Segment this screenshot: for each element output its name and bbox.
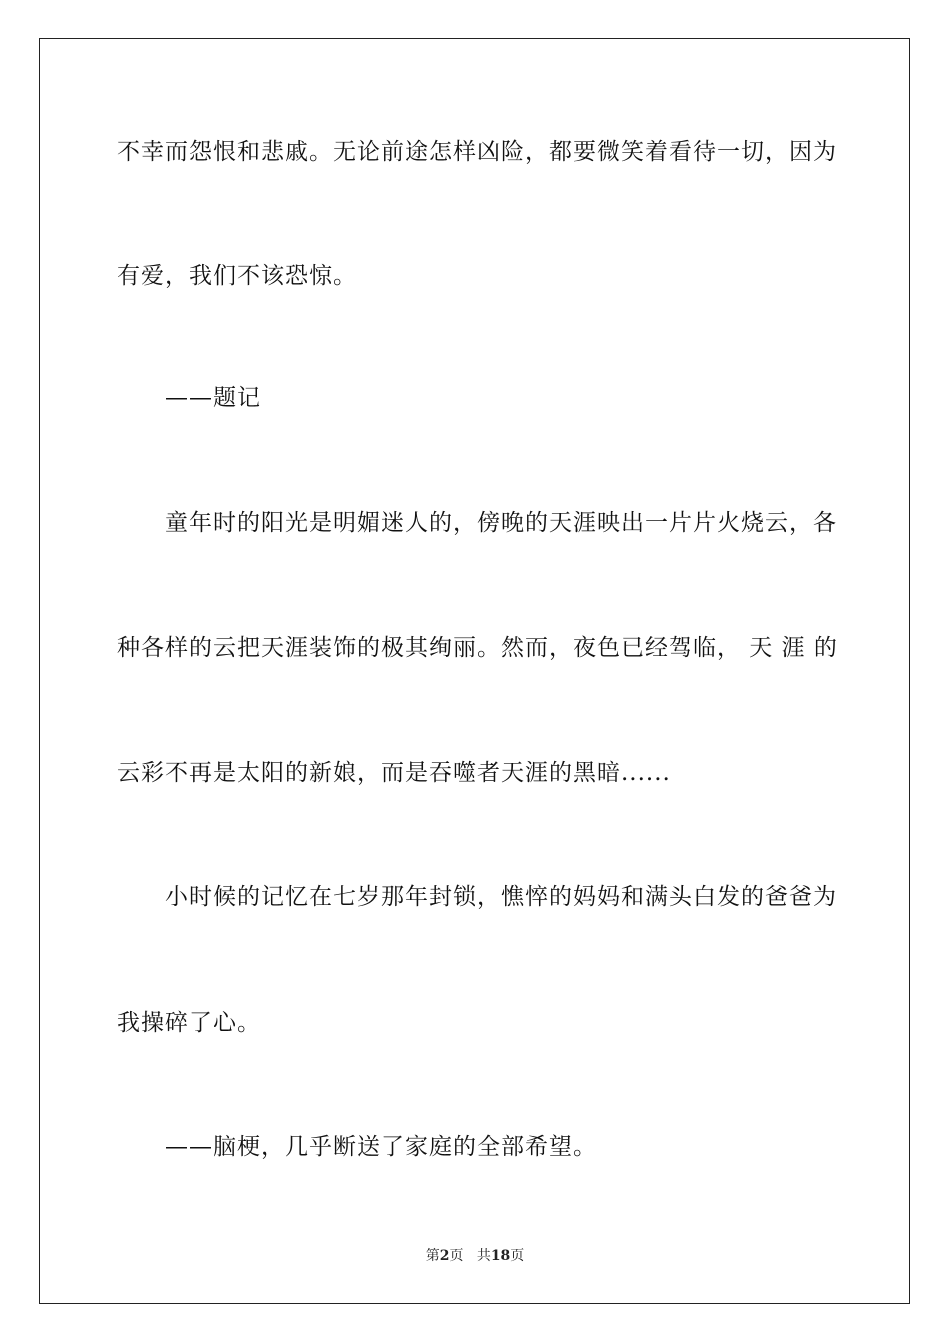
page-suffix: 页 (449, 1248, 464, 1264)
text-line: 小时候的记忆在七岁那年封锁，憔悴的妈妈和满头白发的爸爸为 (165, 884, 837, 910)
text-line: 种各样的云把天涯装饰的极其绚丽。然而，夜色已经驾临， 天 涯 的 (117, 635, 838, 661)
page-number: 2 (439, 1248, 450, 1264)
text-line: 云彩不再是太阳的新娘，而是吞噬者天涯的黑暗...... (117, 760, 671, 786)
total-suffix: 页 (510, 1248, 525, 1264)
total-prefix: 共 (476, 1248, 491, 1264)
page-prefix: 第 (425, 1248, 440, 1264)
text-line: ——脑梗，几乎断送了家庭的全部希望。 (165, 1134, 597, 1160)
text-line: 童年时的阳光是明媚迷人的，傍晚的天涯映出一片片火烧云，各 (165, 510, 837, 536)
text-line: 不幸而怨恨和悲戚。无论前途怎样凶险，都要微笑着看待一切，因为 (117, 139, 837, 165)
text-line: 我操碎了心。 (117, 1010, 261, 1036)
epigraph-signature: ——题记 (165, 385, 261, 411)
page-border (39, 38, 910, 1304)
page-footer (0, 1247, 950, 1265)
total-pages: 18 (490, 1248, 511, 1264)
text-line: 有爱，我们不该恐惊。 (117, 263, 357, 289)
